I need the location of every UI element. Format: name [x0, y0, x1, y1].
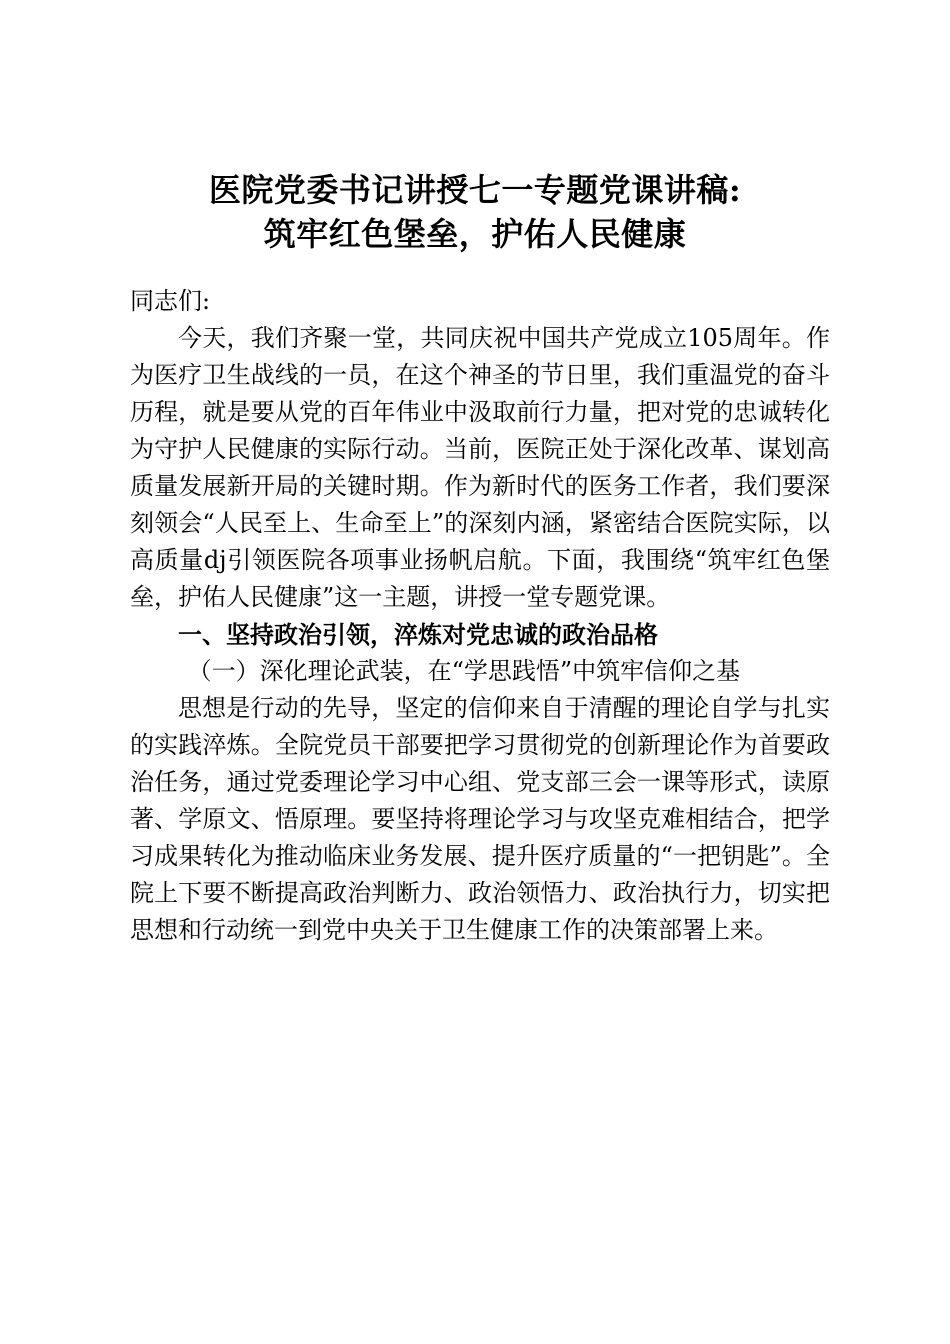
title-line-2: 筑牢红色堡垒，护佑人民健康: [263, 215, 687, 253]
subsection-heading-1: （一）深化理论武装，在“学思践悟”中筑牢信仰之基: [187, 657, 741, 685]
title-line-1: 医院党委书记讲授七一专题党课讲稿:: [208, 171, 742, 209]
document-title: [120, 168, 830, 256]
intro-paragraph: 今天，我们齐聚一堂，共同庆祝中国共产党成立105周年。作为医疗卫生战线的一员，在这个神圣的节日里，我们重温党的奋斗历程，就是要从党的百年伟业中汲取前行力量，把对党的忠诚转化为守护人民健康的实际行动。当前，医院正处于深化改革、谋划高质量发展新开局的关键时期。作为新时代的医务工作者，我们要深刻领会“人民至上、生命至上”的深刻内涵，紧密结合医院实际，以高质量dj引领医院各项事业扬帆启航。下面，我围绕“筑牢红色堡垒，护佑人民健康”这一主题，讲授一堂专题党课。: [130, 324, 830, 611]
section-heading-1: 一、坚持政治引领，淬炼对党忠诚的政治品格: [178, 620, 658, 649]
document-body: [130, 283, 830, 949]
subsection-paragraph-1: 思想是行动的先导，坚定的信仰来自于清醒的理论自学与扎实的实践淬炼。全院党员干部要把学习贯彻党的创新理论作为首要政治任务，通过党委理论学习中心组、党支部三会一课等形式，读原著、学原文、悟原理。要坚持将理论学习与攻坚克难相结合，把学习成果转化为推动临床业务发展、提升医疗质量的“一把钥匙”。全院上下要不断提高政治判断力、政治领悟力、政治执行力，切实把思想和行动统一到党中央关于卫生健康工作的决策部署上来。: [130, 694, 830, 944]
salutation: 同志们:: [130, 287, 211, 315]
